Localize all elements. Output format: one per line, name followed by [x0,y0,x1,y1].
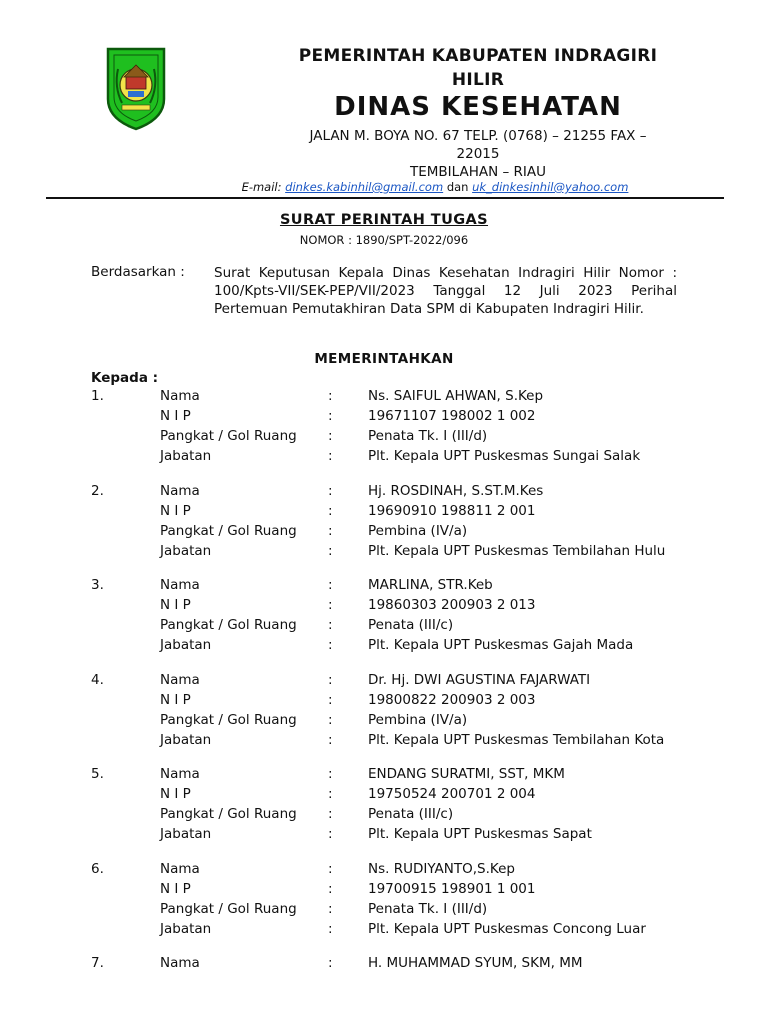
field-label-rank: Pangkat / Gol Ruang [160,428,297,444]
assignee-rank: Penata (III/c) [368,617,454,633]
field-label-position: Jabatan [160,826,212,842]
assignee-name: Hj. ROSDINAH, S.ST.M.Kes [368,482,544,499]
assignee-name: H. MUHAMMAD SYUM, SKM, MM [368,955,583,971]
email-link-yahoo[interactable]: uk_dinkesinhil@yahoo.com [472,180,629,194]
command-heading: MEMERINTAHKAN [314,351,454,367]
field-label-rank: Pangkat / Gol Ruang [160,522,297,539]
field-label-rank: Pangkat / Gol Ruang [160,900,297,917]
assignee-nip: 19800822 200903 2 003 [368,691,536,708]
email-line [150,180,720,194]
assignee-position: Plt. Kepala UPT Puskesmas Gajah Mada [368,637,634,653]
field-colon: : [328,766,333,782]
assignee-number: 4. [91,671,104,688]
field-label-position: Jabatan [160,920,212,937]
assignee-name: Ns. SAIFUL AHWAN, S.Kep [368,388,544,404]
address-line1: JALAN M. BOYA NO. 67 TELP. (0768) – 21255 FAX – [309,128,647,144]
assignee-nip: 19860303 200903 2 013 [368,597,536,613]
field-colon: : [328,860,333,877]
assignee-rank: Pembina (IV/a) [368,711,468,728]
basis-label: Berdasarkan : [91,264,185,280]
assignee-number: 5. [91,766,104,782]
field-label-name: Nama [160,860,200,877]
assignee-name: Dr. Hj. DWI AGUSTINA FAJARWATI [368,671,591,688]
assignee-position: Plt. Kepala UPT Puskesmas Tembilahan Hulu [368,542,666,559]
assignee-nip: 19700915 198901 1 001 [368,880,536,897]
field-colon: : [328,955,333,971]
letter-title: SURAT PERINTAH TUGAS [279,212,489,228]
field-colon: : [328,900,333,917]
field-label-nip: N I P [160,502,191,519]
field-label-rank: Pangkat / Gol Ruang [160,617,297,633]
government-name-line2: HILIR [451,70,505,90]
field-colon: : [328,691,333,708]
assignee-number: 1. [91,388,104,404]
field-colon: : [328,542,333,559]
assignee-name: MARLINA, STR.Keb [368,577,493,593]
field-colon: : [328,597,333,613]
field-label-rank: Pangkat / Gol Ruang [160,711,297,728]
field-colon: : [328,637,333,653]
assignee-rank: Penata (III/c) [368,806,454,822]
field-colon: : [328,522,333,539]
field-colon: : [328,826,333,842]
field-colon: : [328,448,333,464]
government-name-line1: PEMERINTAH KABUPATEN INDRAGIRI [298,46,658,66]
assignee-nip: 19750524 200701 2 004 [368,786,536,802]
field-label-name: Nama [160,766,200,782]
field-colon: : [328,731,333,748]
field-label-nip: N I P [160,691,191,708]
header-divider [46,197,724,199]
basis-text: Surat Keputusan Kepala Dinas Kesehatan Indragiri Hilir Nomor : 100/Kpts-VII/SEK-PEP/VII/2023 Tanggal 12 Juli 2023 Perihal Pertemuan Pemutakhiran Data SPM di Kabupaten Indragiri Hilir. [214,265,677,317]
assignee-number: 3. [91,577,104,593]
field-colon: : [328,428,333,444]
assignee-rank: Pembina (IV/a) [368,522,468,539]
field-label-name: Nama [160,388,200,404]
field-label-name: Nama [160,482,200,499]
field-colon: : [328,880,333,897]
field-colon: : [328,711,333,728]
field-label-nip: N I P [160,408,191,424]
assignee-rank: Penata Tk. I (III/d) [368,428,488,444]
to-label: Kepada : [91,370,159,386]
field-label-position: Jabatan [160,637,212,653]
field-colon: : [328,502,333,519]
field-label-nip: N I P [160,597,191,613]
email-label: E-mail: [241,180,282,194]
assignee-position: Plt. Kepala UPT Puskesmas Sapat [368,826,592,842]
assignee-name: ENDANG SURATMI, SST, MKM [368,766,565,782]
assignee-position: Plt. Kepala UPT Puskesmas Sungai Salak [368,448,641,464]
field-colon: : [328,920,333,937]
field-colon: : [328,786,333,802]
field-label-nip: N I P [160,880,191,897]
assignee-position: Plt. Kepala UPT Puskesmas Concong Luar [368,920,646,937]
regency-emblem-logo [104,47,168,131]
field-label-position: Jabatan [160,731,212,748]
email-join: dan [446,180,469,194]
department-name: DINAS KESEHATAN [334,92,622,122]
assignee-nip: 19671107 198002 1 002 [368,408,536,424]
field-label-name: Nama [160,577,200,593]
address-line2: 22015 [456,146,500,162]
letter-number: NOMOR : 1890/SPT-2022/096 [299,233,469,247]
field-label-nip: N I P [160,786,191,802]
field-colon: : [328,577,333,593]
field-label-position: Jabatan [160,448,212,464]
assignee-name: Ns. RUDIYANTO,S.Kep [368,860,515,877]
email-link-gmail[interactable]: dinkes.kabinhil@gmail.com [285,180,444,194]
assignee-position: Plt. Kepala UPT Puskesmas Tembilahan Kota [368,731,665,748]
assignee-rank: Penata Tk. I (III/d) [368,900,488,917]
field-colon: : [328,806,333,822]
assignee-number: 7. [91,955,104,971]
field-colon: : [328,671,333,688]
assignee-nip: 19690910 198811 2 001 [368,502,536,519]
assignee-number: 2. [91,482,104,499]
field-colon: : [328,482,333,499]
field-label-name: Nama [160,955,200,971]
field-colon: : [328,408,333,424]
assignee-number: 6. [91,860,104,877]
field-label-position: Jabatan [160,542,212,559]
address-line3: TEMBILAHAN – RIAU [409,164,547,180]
field-colon: : [328,617,333,633]
field-label-rank: Pangkat / Gol Ruang [160,806,297,822]
field-colon: : [328,388,333,404]
field-label-name: Nama [160,671,200,688]
